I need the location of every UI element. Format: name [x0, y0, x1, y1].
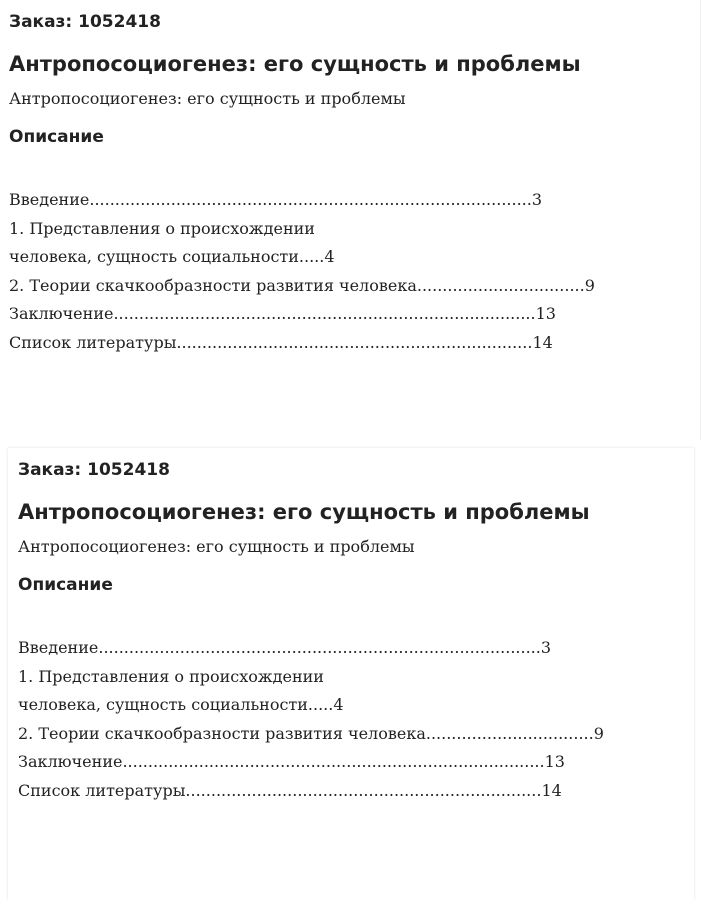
order-number: Заказ: 1052418	[9, 12, 161, 32]
document-card-1	[0, 0, 701, 440]
toc-item: Список литературы......................................................................14	[9, 332, 553, 352]
table-of-contents	[18, 634, 684, 805]
toc-item: человека, сущность социальности.....4	[9, 247, 335, 266]
toc-item: Заключение...................................................................................13	[9, 304, 556, 323]
table-of-contents	[9, 186, 690, 357]
toc-item: Введение.......................................................................................3	[9, 190, 543, 209]
document-title: Антропосоциогенез: его сущность и проблемы	[9, 52, 581, 76]
document-subtitle: Антропосоциогенез: его сущность и проблемы	[18, 537, 415, 556]
toc-item: 1. Представления о происхождении	[18, 666, 324, 686]
toc-item: человека, сущность социальности.....4	[18, 695, 344, 714]
toc-item: 2. Теории скачкообразности развития человека.................................9	[18, 723, 604, 743]
toc-item: Введение.......................................................................................3	[18, 638, 552, 657]
document-subtitle: Антропосоциогенез: его сущность и проблемы	[9, 89, 406, 108]
toc-item: 2. Теории скачкообразности развития человека.................................9	[9, 275, 595, 295]
document-card-2	[8, 448, 694, 900]
toc-item: 1. Представления о происхождении	[9, 218, 315, 238]
description-heading: Описание	[18, 575, 113, 595]
toc-item: Список литературы......................................................................14	[18, 780, 562, 800]
toc-item: Заключение...................................................................................13	[18, 752, 565, 771]
document-title: Антропосоциогенез: его сущность и проблемы	[18, 500, 590, 524]
description-heading: Описание	[9, 127, 104, 147]
order-number: Заказ: 1052418	[18, 460, 170, 480]
